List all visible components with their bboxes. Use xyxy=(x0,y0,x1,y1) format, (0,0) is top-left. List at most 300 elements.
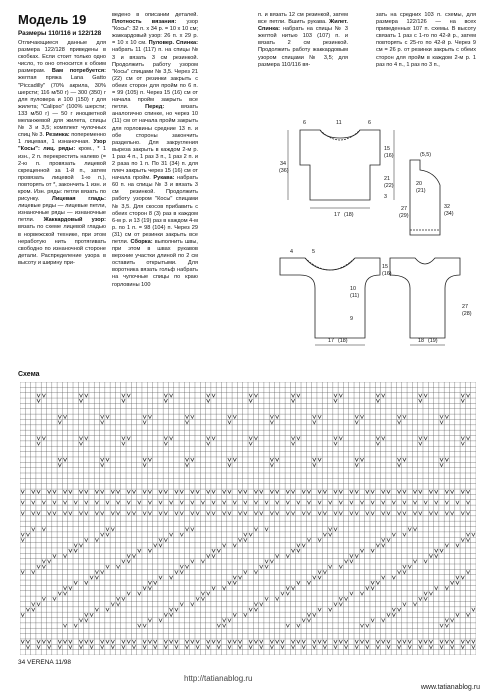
stitch-mark xyxy=(233,581,236,584)
diagram-label: 21 xyxy=(384,176,390,182)
stitch-mark xyxy=(461,399,464,402)
stitch-mark xyxy=(85,581,88,584)
stitch-mark xyxy=(466,490,469,493)
diagram-label: 15 xyxy=(382,264,388,270)
stitch-mark xyxy=(318,570,321,573)
stitch-mark xyxy=(138,549,141,552)
stitch-mark xyxy=(456,581,459,584)
stitch-mark xyxy=(360,624,363,627)
stitch-mark xyxy=(228,463,231,466)
stitch-mark xyxy=(122,437,125,440)
stitch-mark xyxy=(217,549,220,552)
stitch-mark xyxy=(148,640,151,643)
stitch-mark xyxy=(32,511,35,514)
section-heading: Вам потребуется: xyxy=(51,68,106,75)
stitch-mark xyxy=(79,619,82,622)
stitch-mark xyxy=(74,549,77,552)
stitch-mark xyxy=(376,581,379,584)
stitch-mark xyxy=(376,640,379,643)
stitch-mark xyxy=(244,538,247,541)
stitch-mark xyxy=(138,592,141,595)
stitch-mark xyxy=(63,592,66,595)
stitch-mark xyxy=(450,581,453,584)
stitch-mark xyxy=(435,501,438,504)
stitch-mark xyxy=(127,394,130,397)
stitch-mark xyxy=(419,399,422,402)
stitch-mark xyxy=(228,640,231,643)
stitch-mark xyxy=(79,640,82,643)
stitch-mark xyxy=(366,511,369,514)
stitch-mark xyxy=(387,613,390,616)
stitch-mark xyxy=(85,511,88,514)
stitch-mark xyxy=(350,490,353,493)
stitch-mark xyxy=(270,415,273,418)
stitch-mark xyxy=(69,511,72,514)
stitch-mark xyxy=(291,511,294,514)
stitch-mark xyxy=(159,511,162,514)
diagram-label: (19) xyxy=(428,338,438,344)
stitch-mark xyxy=(196,490,199,493)
stitch-mark xyxy=(32,501,35,504)
stitch-mark xyxy=(339,565,342,568)
stitch-mark xyxy=(334,490,337,493)
diagram-label: 11 xyxy=(336,120,342,126)
stitch-mark xyxy=(254,640,257,643)
stitch-mark xyxy=(334,645,337,648)
stitch-mark xyxy=(313,576,316,579)
stitch-mark xyxy=(360,592,363,595)
stitch-mark xyxy=(461,538,464,541)
diagram-label: (16) xyxy=(384,153,394,159)
stitch-mark xyxy=(360,640,363,643)
stitch-mark xyxy=(42,640,45,643)
stitch-mark xyxy=(382,501,385,504)
stitch-mark xyxy=(175,570,178,573)
stitch-mark xyxy=(323,570,326,573)
stitch-mark xyxy=(297,549,300,552)
stitch-mark xyxy=(95,576,98,579)
stitch-mark xyxy=(32,490,35,493)
stitch-mark xyxy=(382,394,385,397)
stitch-mark xyxy=(101,640,104,643)
stitch-mark xyxy=(472,645,475,648)
stitch-mark xyxy=(318,576,321,579)
stitch-mark xyxy=(440,640,443,643)
stitch-mark xyxy=(403,415,406,418)
stitch-mark xyxy=(466,511,469,514)
stitch-mark xyxy=(159,538,162,541)
stitch-mark xyxy=(339,602,342,605)
stitch-mark xyxy=(58,640,61,643)
stitch-mark xyxy=(106,415,109,418)
stitch-mark xyxy=(111,602,114,605)
diagram-label: 4 xyxy=(290,249,293,255)
stitch-mark xyxy=(360,501,363,504)
stitch-mark xyxy=(461,490,464,493)
diagram-label: 17 xyxy=(334,212,340,218)
stitch-mark xyxy=(382,640,385,643)
stitch-mark xyxy=(307,511,310,514)
stitch-mark xyxy=(164,538,167,541)
stitch-mark xyxy=(339,640,342,643)
stitch-mark xyxy=(419,640,422,643)
stitch-mark xyxy=(222,501,225,504)
stitch-mark xyxy=(85,490,88,493)
stitch-mark xyxy=(249,437,252,440)
stitch-mark xyxy=(387,645,390,648)
stitch-mark xyxy=(159,544,162,547)
stitch-mark xyxy=(440,624,443,627)
stitch-mark xyxy=(371,586,374,589)
diagram-label: (21) xyxy=(416,188,426,194)
body-text: вязать аналогично спинке, но через 10 (11) см от начала пройм закрыть для горловины средние 13 п. и обе стороны закончить раздельно. xyxy=(112,104,198,146)
stitch-mark xyxy=(63,458,66,461)
stitch-mark xyxy=(122,640,125,643)
body-text: кром., * 1 изн., 2 п. перекрестить налево (= 2-ю п. провязать лицевой скрещенной за 1-й п., затем провязать лицевой 1-ю п.), повторять от *, закончить 1 изн. и кром. Изн. ряды: петли вязать по рисунку. xyxy=(18,146,106,203)
stitch-mark xyxy=(21,490,24,493)
stitch-mark xyxy=(297,437,300,440)
section-heading: Жилет. Спинка: xyxy=(258,19,348,33)
stitch-mark xyxy=(74,501,77,504)
pattern-diagrams xyxy=(270,110,480,350)
stitch-mark xyxy=(79,511,82,514)
chart-grid xyxy=(20,382,476,655)
stitch-mark xyxy=(69,549,72,552)
stitch-mark xyxy=(397,640,400,643)
body-text: набрать на спицы № 3 желтой нитью 103 (107) п. и вязать 2 см резинкой. Продолжить работу жаккардовым узором спицами № 3,5; для размера 110/116 вя- xyxy=(258,26,348,68)
stitch-mark xyxy=(122,442,125,445)
stitch-mark xyxy=(101,420,104,423)
stitch-mark xyxy=(419,437,422,440)
stitch-mark xyxy=(249,640,252,643)
stitch-mark xyxy=(376,437,379,440)
stitch-mark xyxy=(307,501,310,504)
stitch-mark xyxy=(254,437,257,440)
diagram-label: 3 xyxy=(384,194,387,200)
stitch-mark xyxy=(334,640,337,643)
stitch-mark xyxy=(424,394,427,397)
stitch-mark xyxy=(408,645,411,648)
stitch-mark xyxy=(201,592,204,595)
stitch-mark xyxy=(440,463,443,466)
stitch-mark xyxy=(366,645,369,648)
stitch-mark xyxy=(297,624,300,627)
stitch-mark xyxy=(69,640,72,643)
stitch-mark xyxy=(371,490,374,493)
stitch-mark xyxy=(127,592,130,595)
stitch-mark xyxy=(440,645,443,648)
stitch-mark xyxy=(397,420,400,423)
diagram-label: 5 xyxy=(312,249,315,255)
stitch-mark xyxy=(101,415,104,418)
stitch-mark xyxy=(101,645,104,648)
stitch-mark xyxy=(164,640,167,643)
stitch-mark xyxy=(222,624,225,627)
stitch-mark xyxy=(42,501,45,504)
diagram-label: 17 xyxy=(328,338,334,344)
stitch-mark xyxy=(207,511,210,514)
stitch-mark xyxy=(408,640,411,643)
stitch-mark xyxy=(159,501,162,504)
stitch-mark xyxy=(355,490,358,493)
stitch-mark xyxy=(154,645,157,648)
stitch-mark xyxy=(122,597,125,600)
stitch-mark xyxy=(466,501,469,504)
stitch-mark xyxy=(196,645,199,648)
stitch-mark xyxy=(90,640,93,643)
stitch-mark xyxy=(207,592,210,595)
stitch-mark xyxy=(48,490,51,493)
stitch-mark xyxy=(79,544,82,547)
stitch-mark xyxy=(32,608,35,611)
pullover-body-diagram xyxy=(288,130,394,208)
stitch-mark xyxy=(350,501,353,504)
stitch-mark xyxy=(79,490,82,493)
stitch-mark xyxy=(397,645,400,648)
stitch-mark xyxy=(403,533,406,536)
stitch-mark xyxy=(48,645,51,648)
stitch-mark xyxy=(63,415,66,418)
stitch-mark xyxy=(270,458,273,461)
vest-diagram xyxy=(410,160,440,235)
stitch-mark xyxy=(48,640,51,643)
stitch-mark xyxy=(127,640,130,643)
stitch-mark xyxy=(376,544,379,547)
diagram-label: 20 xyxy=(416,181,422,187)
stitch-mark xyxy=(440,549,443,552)
stitch-mark xyxy=(222,619,225,622)
stitch-mark xyxy=(249,645,252,648)
stitch-mark xyxy=(355,554,358,557)
stitch-mark xyxy=(302,645,305,648)
diagram-label: (11) xyxy=(350,293,360,299)
stitch-mark xyxy=(318,538,321,541)
stitch-mark xyxy=(461,645,464,648)
stitch-mark xyxy=(116,490,119,493)
stitch-mark xyxy=(169,394,172,397)
stitch-mark xyxy=(143,458,146,461)
stitch-mark xyxy=(286,586,289,589)
stitch-mark xyxy=(456,501,459,504)
stitch-mark xyxy=(32,602,35,605)
stitch-mark xyxy=(191,458,194,461)
section-heading: Резинка: xyxy=(45,132,72,139)
stitch-mark xyxy=(127,560,130,563)
stitch-mark xyxy=(101,463,104,466)
stitch-mark xyxy=(244,570,247,573)
stitch-mark xyxy=(201,597,204,600)
stitch-mark xyxy=(180,511,183,514)
stitch-mark xyxy=(291,645,294,648)
stitch-mark xyxy=(37,394,40,397)
stitch-mark xyxy=(297,544,300,547)
stitch-mark xyxy=(185,528,188,531)
stitch-mark xyxy=(37,640,40,643)
stitch-mark xyxy=(355,640,358,643)
section-heading: Перед: xyxy=(145,104,182,111)
stitch-mark xyxy=(435,490,438,493)
stitch-mark xyxy=(148,511,151,514)
stitch-mark xyxy=(180,490,183,493)
stitch-mark xyxy=(392,576,395,579)
stitch-mark xyxy=(313,645,316,648)
stitch-mark xyxy=(21,570,24,573)
stitch-mark xyxy=(435,511,438,514)
stitch-mark xyxy=(127,490,130,493)
text-column-4 xyxy=(376,12,476,70)
stitch-mark xyxy=(37,565,40,568)
stitch-mark xyxy=(148,581,151,584)
stitch-mark xyxy=(95,511,98,514)
stitch-mark xyxy=(371,501,374,504)
stitch-mark xyxy=(403,602,406,605)
stitch-mark xyxy=(63,511,66,514)
stitch-mark xyxy=(164,442,167,445)
stitch-mark xyxy=(238,511,241,514)
stitch-mark xyxy=(466,394,469,397)
stitch-mark xyxy=(382,544,385,547)
stitch-mark xyxy=(387,511,390,514)
stitch-mark xyxy=(429,511,432,514)
stitch-mark xyxy=(440,415,443,418)
body-text: лицевые ряды — лицевые петли, изнаночные ряды — изнаночные петли. xyxy=(18,203,106,224)
diagram-label: 15 xyxy=(384,146,390,152)
stitch-mark xyxy=(101,490,104,493)
stitch-mark xyxy=(207,399,210,402)
stitch-mark xyxy=(122,399,125,402)
stitch-mark xyxy=(85,394,88,397)
diagram-label: (18) xyxy=(344,212,354,218)
stitch-mark xyxy=(207,640,210,643)
stitch-mark xyxy=(403,458,406,461)
stitch-mark xyxy=(419,597,422,600)
stitch-mark xyxy=(138,501,141,504)
stitch-mark xyxy=(217,624,220,627)
stitch-mark xyxy=(207,554,210,557)
stitch-mark xyxy=(53,597,56,600)
stitch-mark xyxy=(413,602,416,605)
stitch-mark xyxy=(106,528,109,531)
stitch-mark xyxy=(106,533,109,536)
stitch-mark xyxy=(313,420,316,423)
stitch-mark xyxy=(21,613,24,616)
diagram-label: (29) xyxy=(399,213,409,219)
stitch-mark xyxy=(281,645,284,648)
stitch-mark xyxy=(238,576,241,579)
stitch-mark xyxy=(403,501,406,504)
stitch-mark xyxy=(42,394,45,397)
stitch-mark xyxy=(429,645,432,648)
stitch-mark xyxy=(143,490,146,493)
stitch-mark xyxy=(413,511,416,514)
stitch-mark xyxy=(191,490,194,493)
stitch-mark xyxy=(382,619,385,622)
section-heading: Пуловер. Спинка: xyxy=(148,40,198,47)
stitch-mark xyxy=(461,576,464,579)
body-text: желтая пряжа Lana Gatto "Piccadilly" (70% акрила, 30% шерсти; 116 м/50 г) — 300 (350) г для пуловера и 100 (150) г для жилета; "Calipso" (100% шерсти; 133 м/50 г) — 50 г иноцветной меланжевой для жилета, спицы № 3 и 3,5; комплект чулочных спиц № 3. xyxy=(18,75,106,139)
stitch-mark xyxy=(42,437,45,440)
stitch-mark xyxy=(254,394,257,397)
stitch-mark xyxy=(344,597,347,600)
diagram-label: 27 xyxy=(462,304,468,310)
stitch-mark xyxy=(419,394,422,397)
stitch-mark xyxy=(403,565,406,568)
stitch-mark xyxy=(376,645,379,648)
stitch-mark xyxy=(238,490,241,493)
stitch-mark xyxy=(276,490,279,493)
stitch-mark xyxy=(313,463,316,466)
stitch-mark xyxy=(180,533,183,536)
stitch-mark xyxy=(302,640,305,643)
stitch-mark xyxy=(249,533,252,536)
stitch-mark xyxy=(291,586,294,589)
stitch-mark xyxy=(111,511,114,514)
stitch-mark xyxy=(154,581,157,584)
body-text: выполнить швы, при этом в швах рукавов верхние участки длиной по 2 см оставить открытыми. Для воротника вязать гольф набрать на чулочные спицы по краю горловины 100 xyxy=(112,239,198,288)
stitch-mark xyxy=(79,399,82,402)
stitch-mark xyxy=(143,640,146,643)
stitch-mark xyxy=(281,592,284,595)
diagram-label: (5,5) xyxy=(420,152,432,158)
stitch-mark xyxy=(249,442,252,445)
stitch-mark xyxy=(222,490,225,493)
stitch-mark xyxy=(238,640,241,643)
stitch-mark xyxy=(127,501,130,504)
stitch-mark xyxy=(260,640,263,643)
stitch-mark xyxy=(122,394,125,397)
stitch-mark xyxy=(382,538,385,541)
stitch-mark xyxy=(329,528,332,531)
stitch-mark xyxy=(63,624,66,627)
stitch-mark xyxy=(143,645,146,648)
stitch-mark xyxy=(58,645,61,648)
stitch-mark xyxy=(132,640,135,643)
stitch-mark xyxy=(307,619,310,622)
stitch-mark xyxy=(323,640,326,643)
stitch-mark xyxy=(249,399,252,402)
stitch-mark xyxy=(424,592,427,595)
stitch-mark xyxy=(397,463,400,466)
stitch-mark xyxy=(371,549,374,552)
stitch-mark xyxy=(456,544,459,547)
stitch-mark xyxy=(313,613,316,616)
stitch-mark xyxy=(366,624,369,627)
stitch-mark xyxy=(201,501,204,504)
stitch-mark xyxy=(429,490,432,493)
stitch-mark xyxy=(148,415,151,418)
stitch-mark xyxy=(276,640,279,643)
stitch-mark xyxy=(339,394,342,397)
stitch-mark xyxy=(106,501,109,504)
stitch-mark xyxy=(111,640,114,643)
stitch-mark xyxy=(180,501,183,504)
stitch-mark xyxy=(58,420,61,423)
stitch-mark xyxy=(276,511,279,514)
stitch-mark xyxy=(74,624,77,627)
stitch-mark xyxy=(74,581,77,584)
stitch-mark xyxy=(132,490,135,493)
stitch-mark xyxy=(318,640,321,643)
stitch-mark xyxy=(429,640,432,643)
stitch-mark xyxy=(270,420,273,423)
diagram-label: 9 xyxy=(350,316,353,322)
stitch-mark xyxy=(445,640,448,643)
stitch-mark xyxy=(334,399,337,402)
stitch-mark xyxy=(456,613,459,616)
stitch-mark xyxy=(90,613,93,616)
stitch-mark xyxy=(169,533,172,536)
stitch-mark xyxy=(69,586,72,589)
